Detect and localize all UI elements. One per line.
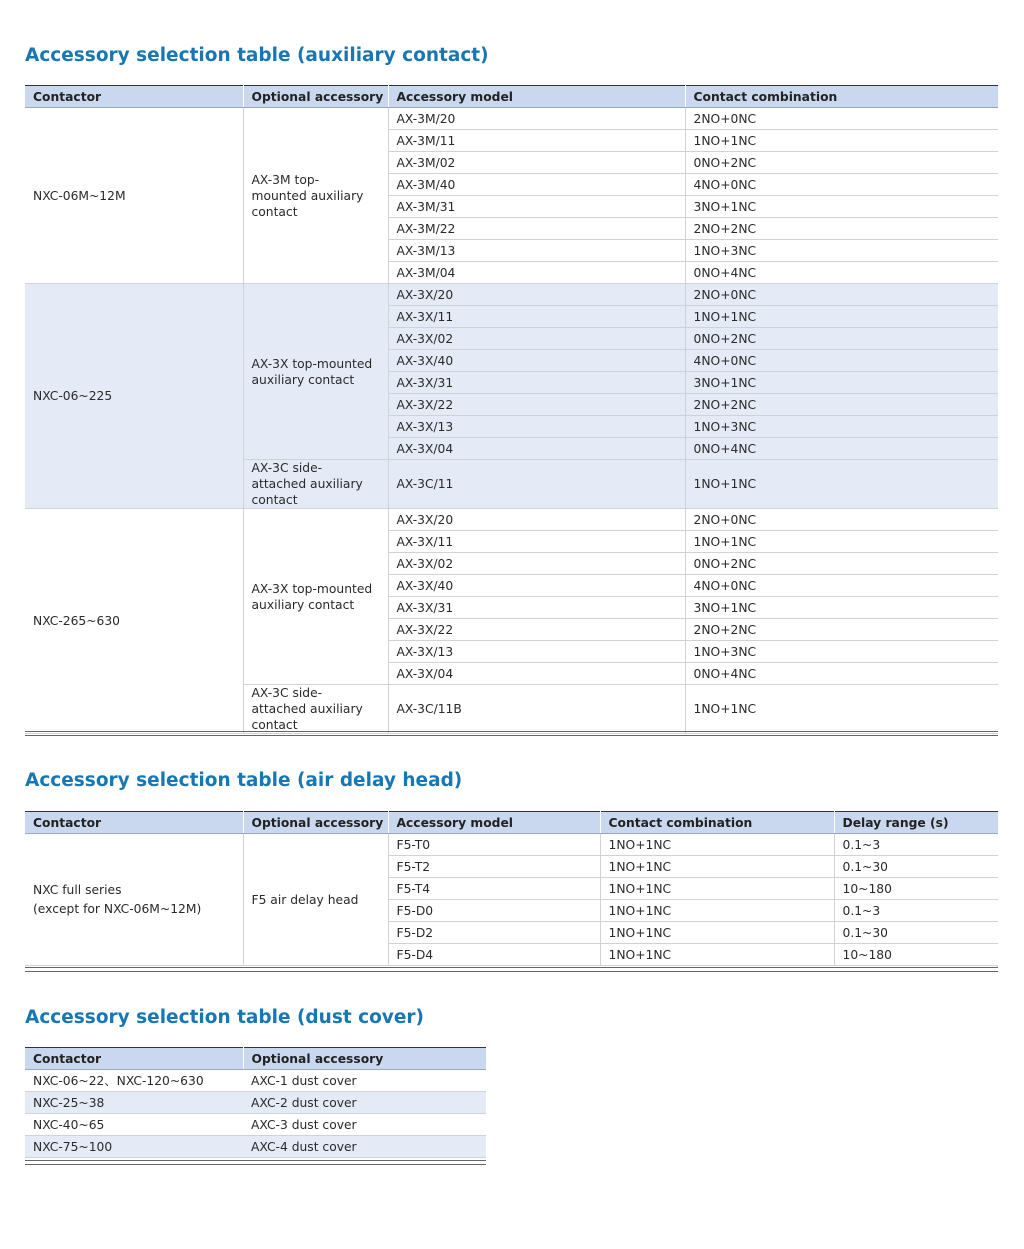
table-row: [25, 1092, 486, 1114]
contact-combination-cell: 0NO+2NC: [685, 328, 998, 350]
contact-combination-cell: 0NO+4NC: [685, 663, 998, 685]
header-delay-range: Delay range (s): [834, 812, 998, 834]
contact-combination-cell: 1NO+1NC: [600, 922, 834, 944]
accessory-model-cell: AX-3X/22: [388, 394, 685, 416]
contact-combination-cell: 1NO+1NC: [685, 531, 998, 553]
contact-combination-cell: 0NO+4NC: [685, 438, 998, 460]
accessory-model-cell: AX-3X/31: [388, 597, 685, 619]
air-table-title: Accessory selection table (air delay head): [25, 770, 463, 791]
contact-combination-cell: 0NO+2NC: [685, 152, 998, 174]
optional-accessory-cell: AX-3C side-attached auxiliary contact: [243, 460, 388, 509]
contact-combination-cell: 1NO+1NC: [600, 878, 834, 900]
contact-combination-cell: 1NO+1NC: [600, 856, 834, 878]
optional-accessory-cell: AX-3X top-mounted auxiliary contact: [243, 509, 388, 685]
contact-combination-cell: 1NO+3NC: [685, 240, 998, 262]
header-optional-accessory: Optional accessory: [243, 1048, 486, 1070]
contact-combination-cell: 1NO+1NC: [600, 834, 834, 856]
delay-range-cell: 10~180: [834, 944, 998, 966]
header-optional-accessory: Optional accessory: [243, 86, 388, 108]
accessory-model-cell: AX-3C/11: [388, 460, 685, 509]
contactor-cell: NXC-25~38: [25, 1092, 243, 1114]
header-accessory-model: Accessory model: [388, 812, 600, 834]
accessory-model-cell: AX-3X/31: [388, 372, 685, 394]
contact-combination-cell: 2NO+2NC: [685, 619, 998, 641]
table-row: [25, 1136, 486, 1158]
accessory-model-cell: AX-3X/40: [388, 575, 685, 597]
table-row: [25, 1070, 486, 1092]
accessory-model-cell: AX-3X/40: [388, 350, 685, 372]
header-contact-combination: Contact combination: [600, 812, 834, 834]
table-row: [25, 509, 998, 531]
contact-combination-cell: 1NO+1NC: [600, 900, 834, 922]
accessory-model-cell: AX-3M/02: [388, 152, 685, 174]
accessory-model-cell: AX-3M/13: [388, 240, 685, 262]
accessory-model-cell: AX-3X/20: [388, 509, 685, 531]
table-end-rule: [25, 731, 998, 736]
contact-combination-cell: 1NO+3NC: [685, 416, 998, 438]
optional-accessory-cell: AXC-1 dust cover: [243, 1070, 486, 1092]
contact-combination-cell: 1NO+1NC: [685, 306, 998, 328]
optional-accessory-cell: AX-3X top-mounted auxiliary contact: [243, 284, 388, 460]
contactor-cell: [25, 834, 243, 966]
header-contact-combination: Contact combination: [685, 86, 998, 108]
accessory-model-cell: AX-3M/11: [388, 130, 685, 152]
accessory-model-cell: F5-T0: [388, 834, 600, 856]
contact-combination-cell: 2NO+2NC: [685, 394, 998, 416]
contactor-cell: NXC-06~225: [25, 284, 243, 509]
table-header-row: [25, 812, 998, 834]
optional-accessory-cell: F5 air delay head: [243, 834, 388, 966]
contact-combination-cell: 2NO+0NC: [685, 509, 998, 531]
table-row: [25, 108, 998, 130]
contactor-cell: NXC-06M~12M: [25, 108, 243, 284]
air-delay-table: [25, 811, 998, 966]
table-row: [25, 284, 998, 306]
contact-combination-cell: 0NO+4NC: [685, 262, 998, 284]
accessory-model-cell: AX-3C/11B: [388, 685, 685, 734]
header-contactor: Contactor: [25, 86, 243, 108]
accessory-model-cell: F5-T2: [388, 856, 600, 878]
contact-combination-cell: 1NO+1NC: [685, 130, 998, 152]
header-optional-accessory: Optional accessory: [243, 812, 388, 834]
contact-combination-cell: 3NO+1NC: [685, 372, 998, 394]
accessory-model-cell: AX-3X/04: [388, 438, 685, 460]
accessory-model-cell: AX-3X/20: [388, 284, 685, 306]
contactor-line: NXC full series: [33, 883, 122, 897]
accessory-model-cell: F5-D0: [388, 900, 600, 922]
contact-combination-cell: 2NO+2NC: [685, 218, 998, 240]
accessory-model-cell: AX-3X/11: [388, 306, 685, 328]
table-row: [25, 1114, 486, 1136]
header-accessory-model: Accessory model: [388, 86, 685, 108]
contact-combination-cell: 1NO+1NC: [600, 944, 834, 966]
delay-range-cell: 0.1~30: [834, 856, 998, 878]
delay-range-cell: 0.1~3: [834, 900, 998, 922]
contactor-line: (except for NXC-06M~12M): [33, 902, 202, 916]
contactor-cell: NXC-06~22、NXC-120~630: [25, 1070, 243, 1092]
header-contactor: Contactor: [25, 1048, 243, 1070]
contact-combination-cell: 3NO+1NC: [685, 597, 998, 619]
contact-combination-cell: 1NO+3NC: [685, 641, 998, 663]
table-header-row: [25, 1048, 486, 1070]
accessory-model-cell: AX-3X/22: [388, 619, 685, 641]
dust-cover-table: [25, 1047, 486, 1158]
accessory-model-cell: F5-T4: [388, 878, 600, 900]
contact-combination-cell: 4NO+0NC: [685, 174, 998, 196]
delay-range-cell: 0.1~3: [834, 834, 998, 856]
contactor-cell: NXC-75~100: [25, 1136, 243, 1158]
accessory-model-cell: AX-3M/22: [388, 218, 685, 240]
accessory-model-cell: AX-3X/13: [388, 641, 685, 663]
contact-combination-cell: 2NO+0NC: [685, 284, 998, 306]
accessory-model-cell: AX-3X/11: [388, 531, 685, 553]
contact-combination-cell: 2NO+0NC: [685, 108, 998, 130]
aux-table-title: Accessory selection table (auxiliary contact): [25, 45, 489, 66]
optional-accessory-cell: AXC-4 dust cover: [243, 1136, 486, 1158]
optional-accessory-cell: AX-3M top-mounted auxiliary contact: [243, 108, 388, 284]
accessory-model-cell: AX-3M/40: [388, 174, 685, 196]
contactor-cell: NXC-40~65: [25, 1114, 243, 1136]
accessory-model-cell: AX-3M/04: [388, 262, 685, 284]
table-end-rule: [25, 967, 998, 972]
aux-contact-table: [25, 85, 998, 734]
contactor-cell: NXC-265~630: [25, 509, 243, 734]
contact-combination-cell: 4NO+0NC: [685, 350, 998, 372]
accessory-model-cell: AX-3X/02: [388, 553, 685, 575]
delay-range-cell: 10~180: [834, 878, 998, 900]
contact-combination-cell: 0NO+2NC: [685, 553, 998, 575]
delay-range-cell: 0.1~30: [834, 922, 998, 944]
table-header-row: [25, 86, 998, 108]
accessory-model-cell: F5-D4: [388, 944, 600, 966]
contact-combination-cell: 1NO+1NC: [685, 685, 998, 734]
accessory-model-cell: AX-3M/31: [388, 196, 685, 218]
accessory-model-cell: AX-3X/13: [388, 416, 685, 438]
accessory-model-cell: AX-3X/04: [388, 663, 685, 685]
optional-accessory-cell: AX-3C side-attached auxiliary contact: [243, 685, 388, 734]
dust-table-title: Accessory selection table (dust cover): [25, 1007, 424, 1028]
optional-accessory-cell: AXC-3 dust cover: [243, 1114, 486, 1136]
contact-combination-cell: 1NO+1NC: [685, 460, 998, 509]
contact-combination-cell: 4NO+0NC: [685, 575, 998, 597]
optional-accessory-cell: AXC-2 dust cover: [243, 1092, 486, 1114]
table-row: [25, 834, 998, 856]
accessory-model-cell: F5-D2: [388, 922, 600, 944]
header-contactor: Contactor: [25, 812, 243, 834]
contact-combination-cell: 3NO+1NC: [685, 196, 998, 218]
accessory-model-cell: AX-3X/02: [388, 328, 685, 350]
accessory-model-cell: AX-3M/20: [388, 108, 685, 130]
table-end-rule: [25, 1160, 486, 1165]
